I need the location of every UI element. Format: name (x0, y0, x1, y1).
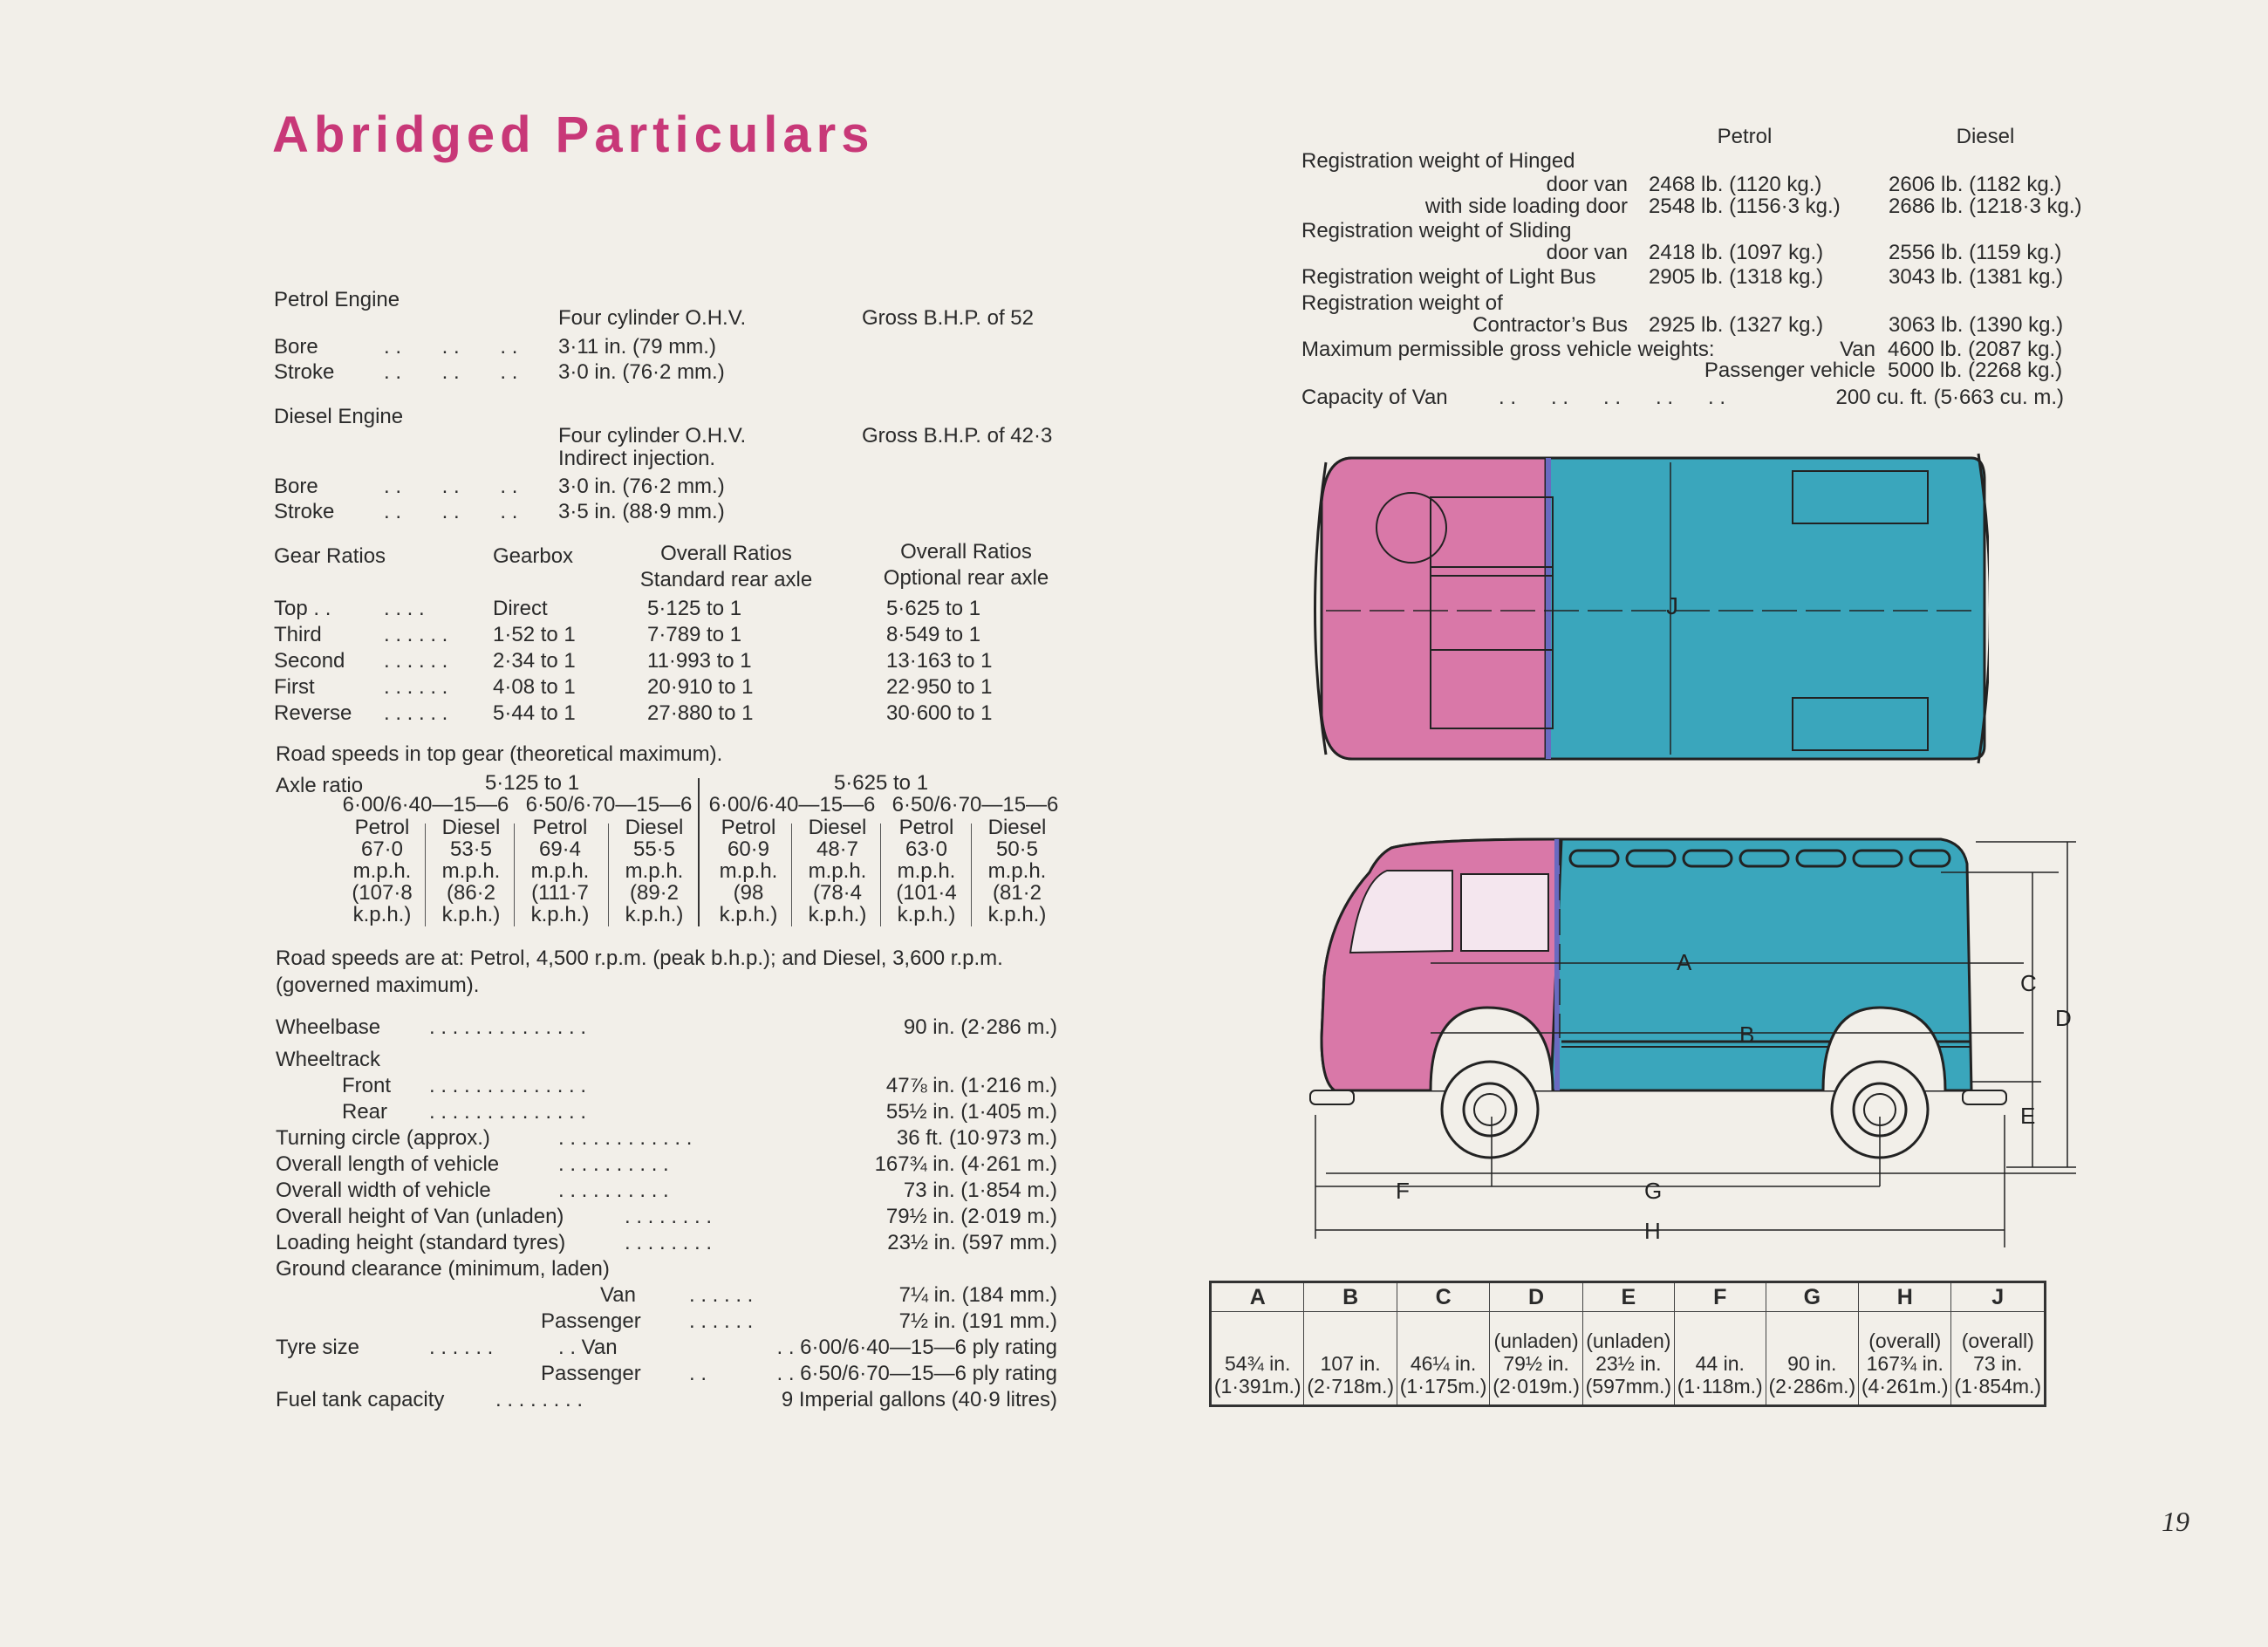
leader-dots: . . . . . . . . (495, 1388, 584, 1411)
leader-dots: . . . . . . . . . . (558, 1152, 669, 1176)
diesel-engine-heading: Diesel Engine (274, 405, 404, 428)
speed-kph-unit: k.p.h.) (808, 903, 867, 926)
van-side-view-body (1310, 839, 2006, 1158)
table-cell-note: (unladen) (1586, 1329, 1671, 1352)
dim-label-d: D (2055, 1005, 2072, 1031)
gross-passenger-label: Passenger vehicle (1704, 359, 1875, 382)
speed-kph-value: (111·7 (531, 881, 589, 905)
leader-dots: . . . . . . (429, 1336, 494, 1359)
overall-opt-header-1: Overall Ratios (900, 540, 1032, 564)
speed-kph-value: (89·2 (629, 881, 680, 905)
dimension-label: Wheeltrack (276, 1048, 381, 1071)
table-cell-imperial: 46¼ in. (1410, 1352, 1477, 1375)
speed-fuel-label: Petrol (532, 816, 588, 839)
petrol-engine-type: Four cylinder O.H.V. (558, 306, 747, 330)
weights-diesel-header: Diesel (1956, 125, 2015, 148)
table-cell-metric: (1·391m.) (1213, 1375, 1301, 1398)
dimension-label: Overall height of Van (unladen) (276, 1205, 564, 1228)
dim-label-b: B (1739, 1022, 1755, 1048)
table-cell-note: (overall) (1961, 1329, 2034, 1352)
speed-fuel-label: Petrol (721, 816, 776, 839)
speed-kph-unit: k.p.h.) (441, 903, 501, 926)
dim-label-c: C (2020, 970, 2037, 996)
speed-mph-unit: m.p.h. (530, 859, 590, 883)
leader-dots: . . . . . . . . . . . . . . (429, 1015, 587, 1039)
speed-kph-value: (81·2 (992, 881, 1042, 905)
diesel-stroke-label: Stroke (274, 500, 335, 523)
table-header-d: D (1490, 1282, 1582, 1312)
table-cell-metric: (597mm.) (1585, 1375, 1672, 1398)
tyre-size-a: 6·00/6·40—15—6 (708, 793, 876, 817)
dimension-label: Fuel tank capacity (276, 1388, 445, 1411)
van-top-view-diagram (1308, 445, 1989, 768)
table-cell-metric: (1·118m.) (1677, 1375, 1763, 1398)
axle-ratio-std: 5·125 to 1 (484, 771, 580, 795)
axle-ratio-label: Axle ratio (276, 774, 364, 797)
dimension-label: Turning circle (approx.) (276, 1126, 490, 1150)
dim-label-a: A (1677, 949, 1692, 975)
table-cell-imperial: 79½ in. (1503, 1352, 1569, 1375)
table-cell-imperial: 90 in. (1787, 1352, 1837, 1375)
dimensions-table-header (1211, 1282, 2046, 1312)
weight-label: Registration weight of Sliding (1301, 219, 1572, 243)
overall-ratio-opt: 13·163 to 1 (886, 649, 993, 673)
gross-passenger-value: 5000 lb. (2268 kg.) (1888, 359, 2063, 382)
table-cell-imperial: 54¾ in. (1225, 1352, 1291, 1375)
speed-kph-value: (78·4 (812, 881, 863, 905)
speed-mph-value: 67·0 (360, 837, 404, 861)
dimension-label: Rear (342, 1100, 388, 1124)
weight-label: Registration weight of (1301, 291, 1503, 315)
weight-label: Registration weight of Hinged (1301, 149, 1575, 173)
speed-kph-unit: k.p.h.) (352, 903, 412, 926)
table-cell-metric: (1·854m.) (1954, 1375, 2042, 1398)
dimension-value: 167¾ in. (4·261 m.) (874, 1152, 1057, 1176)
tyre-size-a: 6·00/6·40—15—6 (342, 793, 509, 817)
dimension-value: 47⅞ in. (1·216 m.) (885, 1074, 1057, 1097)
leader-dots: . . . . . . . . (625, 1231, 713, 1254)
weight-label-sub: door van (1546, 241, 1628, 264)
table-cell-d (1490, 1312, 1582, 1406)
table-header-c: C (1397, 1282, 1489, 1312)
petrol-bore-value: 3·11 in. (79 mm.) (558, 335, 716, 359)
dimension-value: 7½ in. (191 mm.) (898, 1309, 1057, 1333)
gearbox-ratio: 1·52 to 1 (493, 623, 576, 646)
leader-dots: . . . . . . (384, 475, 518, 498)
weight-diesel-value: 3063 lb. (1390 kg.) (1889, 313, 2064, 337)
dimension-label: Overall length of vehicle (276, 1152, 500, 1176)
weights-petrol-header: Petrol (1717, 125, 1773, 148)
capacity-value: 200 cu. ft. (5·663 cu. m.) (1835, 386, 2064, 409)
gear-name: First (274, 675, 315, 699)
dimension-value: 79½ in. (2·019 m.) (885, 1205, 1057, 1228)
weight-label-sub: Contractor’s Bus (1472, 313, 1628, 337)
speed-fuel-label: Petrol (898, 816, 954, 839)
speed-mph-unit: m.p.h. (897, 859, 956, 883)
gearbox-col-header: Gearbox (493, 544, 574, 568)
gear-name: Second (274, 649, 345, 673)
overall-ratio-std: 5·125 to 1 (647, 597, 742, 620)
overall-ratio-std: 11·993 to 1 (647, 649, 752, 673)
table-cell-imperial: 44 in. (1695, 1352, 1745, 1375)
diesel-bore-label: Bore (274, 475, 318, 498)
speed-mph-value: 69·4 (538, 837, 582, 861)
speed-col-divider (514, 824, 515, 926)
speed-mph-unit: m.p.h. (808, 859, 867, 883)
dimension-value: 36 ft. (10·973 m.) (896, 1126, 1057, 1150)
leader-dots: . . . . . . (689, 1283, 754, 1307)
leader-dots: . . . . . . (384, 623, 448, 646)
diesel-stroke-value: 3·5 in. (88·9 mm.) (558, 500, 725, 523)
overall-ratio-std: 20·910 to 1 (647, 675, 754, 699)
table-cell-metric: (1·175m.) (1399, 1375, 1487, 1398)
table-cell-c (1397, 1312, 1489, 1406)
speed-fuel-label: Diesel (625, 816, 684, 839)
weight-label-sub: with side loading door (1424, 195, 1628, 218)
dimension-label: Tyre size (276, 1336, 360, 1359)
gearbox-ratio: Direct (493, 597, 548, 620)
speed-mph-value: 53·5 (449, 837, 493, 861)
dim-label-g: G (1644, 1178, 1663, 1204)
gearbox-ratio: 4·08 to 1 (493, 675, 576, 699)
table-cell-b (1304, 1312, 1397, 1406)
dimension-label: Van (600, 1283, 636, 1307)
table-header-a: A (1211, 1282, 1304, 1312)
leader-dots: . . . . . . (384, 701, 448, 725)
weight-diesel-value: 2606 lb. (1182 kg.) (1889, 173, 2062, 196)
road-speeds-note: Road speeds are at: Petrol, 4,500 r.p.m. (peak b.h.p.); and Diesel, 3,600 r.p.m. (276, 947, 1003, 970)
table-header-j: J (1951, 1282, 2046, 1312)
speed-col-divider (791, 824, 792, 926)
gear-ratios-heading: Gear Ratios (274, 544, 386, 568)
table-header-h: H (1859, 1282, 1951, 1312)
dimension-value: 9 Imperial gallons (40·9 litres) (781, 1388, 1057, 1411)
petrol-engine-heading: Petrol Engine (274, 288, 400, 311)
table-cell-imperial: 23½ in. (1595, 1352, 1662, 1375)
dimension-value: 90 in. (2·286 m.) (903, 1015, 1057, 1039)
table-cell-metric: (2·718m.) (1307, 1375, 1395, 1398)
overall-ratio-opt: 30·600 to 1 (886, 701, 993, 725)
capacity-label: Capacity of Van (1301, 386, 1448, 409)
leader-dots: . . . . (384, 597, 425, 620)
overall-ratio-opt: 8·549 to 1 (886, 623, 981, 646)
speed-kph-unit: k.p.h.) (987, 903, 1047, 926)
gear-name: Reverse (274, 701, 352, 725)
petrol-bore-label: Bore (274, 335, 318, 359)
table-cell-metric: (2·019m.) (1493, 1375, 1580, 1398)
speed-mph-unit: m.p.h. (441, 859, 501, 883)
overall-opt-header-2: Optional rear axle (883, 566, 1049, 590)
speed-mph-value: 63·0 (905, 837, 948, 861)
dimension-label: Front (342, 1074, 392, 1097)
table-cell-imperial: 107 in. (1320, 1352, 1381, 1375)
table-cell-j (1951, 1312, 2046, 1406)
leader-dots: . . . . . . . . . . (1499, 386, 1726, 409)
page-number: 19 (2162, 1506, 2189, 1537)
gearbox-ratio: 5·44 to 1 (493, 701, 576, 725)
overall-std-header-1: Overall Ratios (660, 542, 792, 565)
gross-van-value: 4600 lb. (2087 kg.) (1888, 338, 2063, 361)
dimension-value: . . 6·50/6·70—15—6 ply rating (776, 1362, 1057, 1385)
speed-fuel-label: Diesel (441, 816, 501, 839)
leader-dots: . . . . . . (384, 500, 518, 523)
diesel-bore-value: 3·0 in. (76·2 mm.) (558, 475, 725, 498)
dim-label-h: H (1644, 1218, 1661, 1244)
dimension-value: 73 in. (1·854 m.) (903, 1179, 1057, 1202)
speed-col-divider (425, 824, 426, 926)
table-header-e: E (1582, 1282, 1674, 1312)
table-header-b: B (1304, 1282, 1397, 1312)
weight-diesel-value: 2686 lb. (1218·3 kg.) (1889, 195, 2082, 218)
dimension-value: . . 6·00/6·40—15—6 ply rating (776, 1336, 1057, 1359)
diesel-engine-type: Four cylinder O.H.V. (558, 424, 747, 448)
overall-std-header-2: Standard rear axle (639, 568, 813, 591)
table-header-g: G (1766, 1282, 1858, 1312)
speed-kph-value: (107·8 (352, 881, 413, 905)
table-cell-metric: (2·286m.) (1768, 1375, 1856, 1398)
overall-ratio-opt: 22·950 to 1 (886, 675, 993, 699)
weight-diesel-value: 3043 lb. (1381 kg.) (1889, 265, 2064, 289)
tyre-size-b: 6·50/6·70—15—6 (525, 793, 693, 817)
speed-kph-unit: k.p.h.) (719, 903, 778, 926)
table-cell-g (1766, 1312, 1858, 1406)
dimension-label: Ground clearance (minimum, laden) (276, 1257, 610, 1281)
leader-dots: . . . . . . (384, 675, 448, 699)
table-cell-imperial: 73 in. (1973, 1352, 2023, 1375)
speed-kph-unit: k.p.h.) (625, 903, 684, 926)
dimension-value: 55½ in. (1·405 m.) (885, 1100, 1057, 1124)
leader-dots: . . . . . . . . . . . . . . (429, 1074, 587, 1097)
speed-mph-unit: m.p.h. (625, 859, 684, 883)
weight-petrol-value: 2925 lb. (1327 kg.) (1649, 313, 1824, 337)
dim-label-f: F (1396, 1178, 1410, 1204)
dimension-value: 7¼ in. (184 mm.) (898, 1283, 1057, 1307)
dimensions-table (1209, 1281, 2046, 1407)
table-cell-note: (unladen) (1493, 1329, 1579, 1352)
table-cell-a (1211, 1312, 1304, 1406)
leader-dots: . . . . . . . . . . . . . . (429, 1100, 587, 1124)
gearbox-ratio: 2·34 to 1 (493, 649, 576, 673)
speed-kph-unit: k.p.h.) (897, 903, 956, 926)
speed-mph-value: 50·5 (995, 837, 1039, 861)
speed-mph-unit: m.p.h. (719, 859, 778, 883)
table-cell-e (1582, 1312, 1674, 1406)
gross-van-label: Van (1840, 338, 1875, 361)
weight-petrol-value: 2548 lb. (1156·3 kg.) (1649, 195, 1841, 218)
overall-ratio-std: 27·880 to 1 (647, 701, 754, 725)
dim-label-j: J (1666, 592, 1678, 619)
speed-kph-value: (98 (733, 881, 764, 905)
speed-fuel-label: Petrol (354, 816, 410, 839)
gear-name: Top . . (274, 597, 331, 620)
gross-weights-label: Maximum permissible gross vehicle weights: (1301, 338, 1715, 361)
leader-dots: . . . . . . (384, 649, 448, 673)
van-side-view-diagram (1300, 829, 2076, 1256)
leader-dots: . . (689, 1362, 707, 1385)
weight-petrol-value: 2905 lb. (1318 kg.) (1649, 265, 1824, 289)
leader-dots: . . . . . . . . (625, 1205, 713, 1228)
speed-col-divider (608, 824, 609, 926)
van-top-view-body (1315, 454, 1990, 763)
speed-col-divider (971, 824, 972, 926)
speed-kph-value: (86·2 (446, 881, 496, 905)
speed-kph-unit: k.p.h.) (530, 903, 590, 926)
axle-ratio-opt: 5·625 to 1 (833, 771, 929, 795)
road-speeds-heading: Road speeds in top gear (theoretical maximum). (276, 742, 723, 766)
weight-label: Registration weight of Light Bus (1301, 265, 1596, 289)
road-speeds-note-2: (governed maximum). (276, 974, 480, 997)
leader-dots: . . . . . . . . . . . . (558, 1126, 693, 1150)
petrol-stroke-value: 3·0 in. (76·2 mm.) (558, 360, 725, 384)
table-header-f: F (1674, 1282, 1766, 1312)
speed-mph-value: 60·9 (727, 837, 770, 861)
overall-ratio-opt: 5·625 to 1 (886, 597, 981, 620)
speed-mph-unit: m.p.h. (352, 859, 412, 883)
dimension-label: Passenger (541, 1362, 641, 1385)
diesel-injection: Indirect injection. (558, 447, 716, 470)
dimension-label: Wheelbase (276, 1015, 381, 1039)
leader-dots: . . . . . . . . . . (558, 1179, 669, 1202)
leader-dots: . . . . . . (384, 335, 518, 359)
table-cell-imperial: 167¾ in. (1866, 1352, 1944, 1375)
table-cell-note: (overall) (1868, 1329, 1942, 1352)
speed-mph-value: 55·5 (632, 837, 676, 861)
dimension-value: 23½ in. (597 mm.) (887, 1231, 1057, 1254)
dim-label-e: E (2020, 1103, 2036, 1129)
leader-dots: . . . . . . (384, 360, 518, 384)
speed-kph-value: (101·4 (896, 881, 957, 905)
weight-label-sub: door van (1546, 173, 1628, 196)
weight-petrol-value: 2418 lb. (1097 kg.) (1649, 241, 1824, 264)
table-cell-metric: (4·261m.) (1861, 1375, 1949, 1398)
speed-fuel-label: Diesel (808, 816, 867, 839)
weight-diesel-value: 2556 lb. (1159 kg.) (1889, 241, 2062, 264)
speed-table-divider (698, 778, 700, 926)
dimension-label: Overall width of vehicle (276, 1179, 491, 1202)
speed-col-divider (880, 824, 881, 926)
weight-petrol-value: 2468 lb. (1120 kg.) (1649, 173, 1822, 196)
dimension-label: Passenger (541, 1309, 641, 1333)
petrol-engine-bhp: Gross B.H.P. of 52 (862, 306, 1034, 330)
page-title: Abridged Particulars (272, 106, 875, 163)
overall-ratio-std: 7·789 to 1 (647, 623, 742, 646)
leader-dots: . . . . . . (689, 1309, 754, 1333)
speed-mph-value: 48·7 (816, 837, 859, 861)
table-cell-f (1674, 1312, 1766, 1406)
diesel-engine-bhp: Gross B.H.P. of 42·3 (862, 424, 1053, 448)
gear-name: Third (274, 623, 322, 646)
petrol-stroke-label: Stroke (274, 360, 335, 384)
dimensions-table-row (1211, 1312, 2046, 1406)
dimension-label: . . Van (558, 1336, 618, 1359)
table-cell-h (1859, 1312, 1951, 1406)
dimension-label: Loading height (standard tyres) (276, 1231, 566, 1254)
speed-mph-unit: m.p.h. (987, 859, 1047, 883)
speed-fuel-label: Diesel (987, 816, 1047, 839)
tyre-size-b: 6·50/6·70—15—6 (891, 793, 1059, 817)
